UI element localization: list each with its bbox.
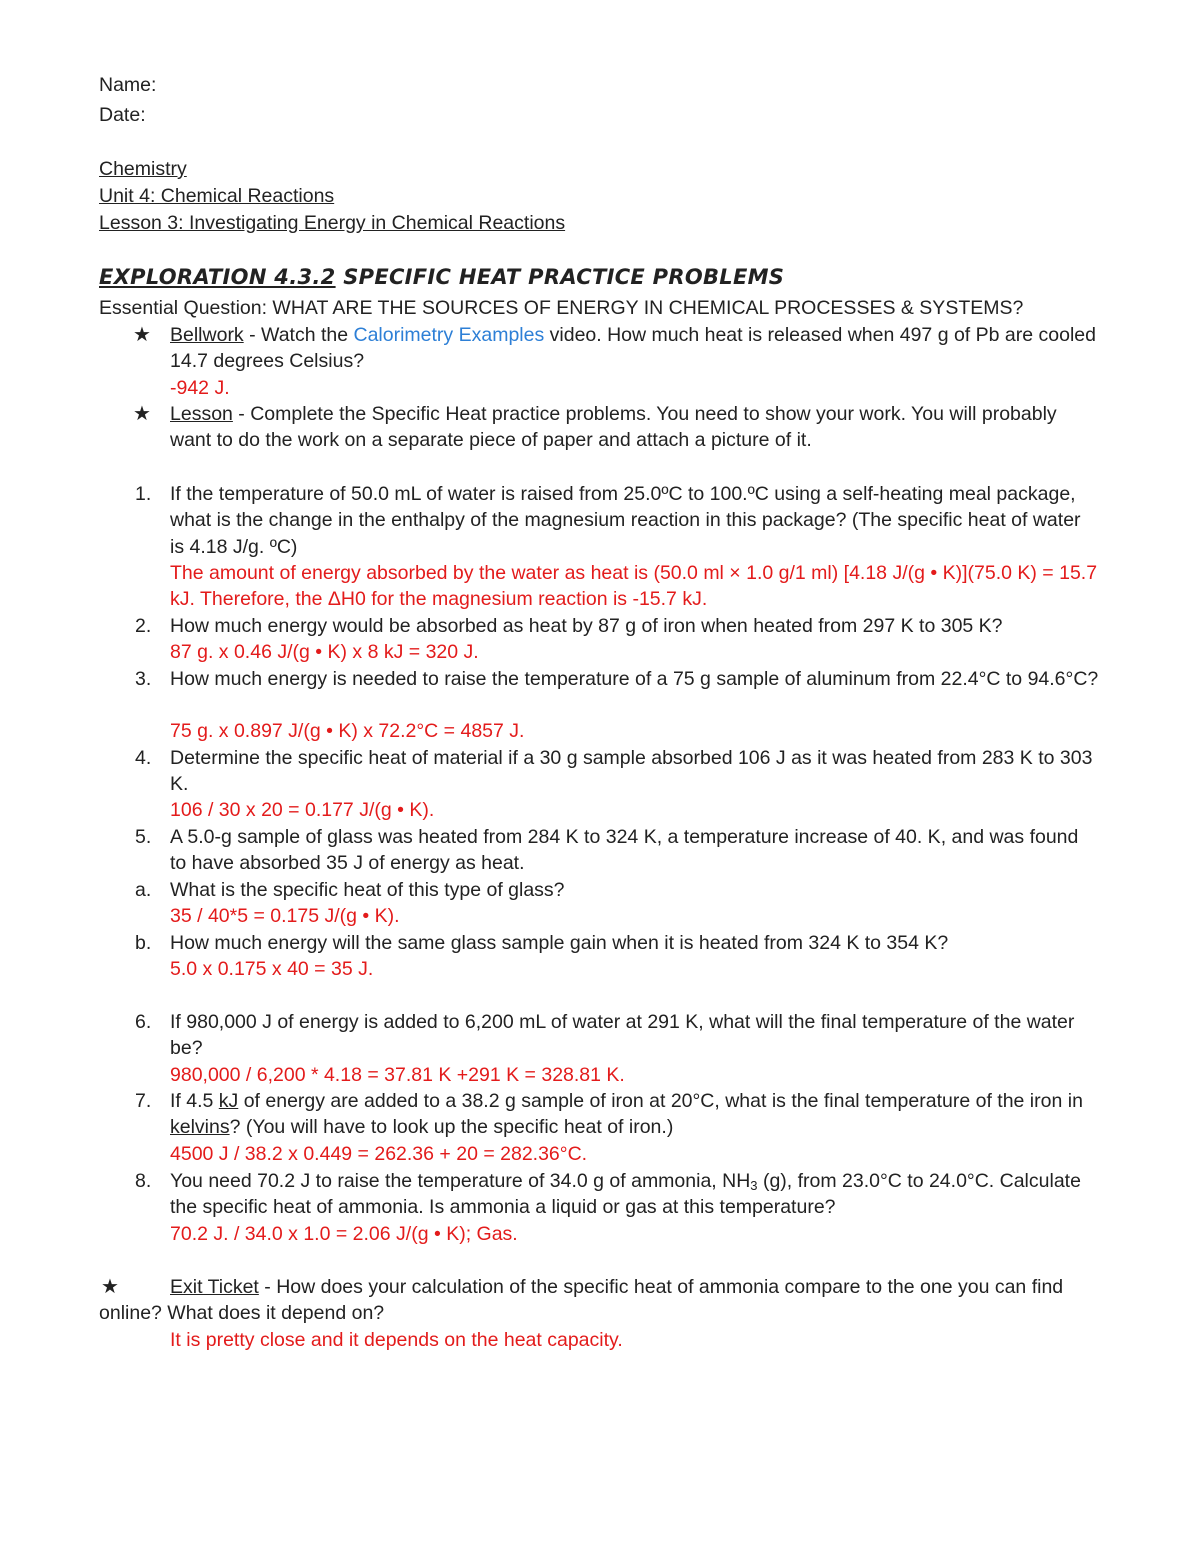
star-icon: ★ [101, 1276, 119, 1298]
problem-number: 8. [135, 1170, 152, 1192]
problem-text: (g), from 23.0°C to 24.0°C. Calculate the specific heat of ammonia. Is ammonia a liquid or gas at this temperature? [170, 1170, 1081, 1219]
problem-question: If the temperature of 50.0 mL of water is raised from 25.0ºC to 100.ºC using a self-heating meal package, what is the change in the enthalpy of the magnesium reaction in this package? (The specific heat of water is 4.18 J/g. ºC) [170, 483, 1081, 558]
problem-number: 6. [135, 1011, 152, 1033]
problem-text: If 4.5 [170, 1090, 219, 1112]
problem-text: of energy are added to a 38.2 g sample of iron at 20°C, what is the final temperature of the iron in [238, 1090, 1083, 1112]
title-exploration: EXPLORATION 4.3.2 [99, 265, 336, 289]
problem-question: How much energy is needed to raise the temperature of a 75 g sample of aluminum from 22.4°C to 94.6°C? [170, 668, 1099, 690]
bellwork-answer: -942 J. [170, 377, 230, 399]
bellwork-label: Bellwork [170, 324, 244, 346]
problem-question: How much energy would be absorbed as heat by 87 g of iron when heated from 297 K to 305 K? [170, 615, 1003, 637]
exit-ticket-answer: It is pretty close and it depends on the heat capacity. [170, 1329, 623, 1351]
problem-number: 3. [135, 668, 152, 690]
star-icon: ★ [133, 324, 151, 346]
course-label: Chemistry [99, 158, 187, 180]
problem-text: You need 70.2 J to raise the temperature of 34.0 g of ammonia, NH [170, 1170, 751, 1192]
lesson-item-text: - Complete the Specific Heat practice problems. You need to show your work. You will probably want to do the work on a separate piece of paper and attach a picture of it. [170, 403, 1057, 452]
problem-answer: 106 / 30 x 20 = 0.177 J/(g • K). [170, 799, 435, 821]
problem-text: ? (You will have to look up the specific heat of iron.) [229, 1116, 674, 1139]
problem-question: If 980,000 J of energy is added to 6,200 mL of water at 291 K, what will the final temperature of the water be? [170, 1011, 1075, 1060]
name-label: Name: [99, 74, 157, 96]
problem-answer: 87 g. x 0.46 J/(g • K) x 8 kJ = 320 J. [170, 641, 479, 663]
lesson-item [170, 401, 1100, 454]
problem-answer: 5.0 x 0.175 x 40 = 35 J. [170, 958, 374, 980]
problem-question [170, 1088, 1100, 1141]
lesson-label: Lesson 3: Investigating Energy in Chemical Reactions [99, 212, 566, 234]
bellwork-text-post: video. How much heat is released when 497 g of Pb are cooled 14.7 degrees Celsius? [170, 324, 1096, 373]
problem-answer: 980,000 / 6,200 * 4.18 = 37.81 K +291 K = 328.81 K. [170, 1064, 625, 1086]
unit-label: Unit 4: Chemical Reactions [99, 185, 335, 207]
problem-number: 1. [135, 483, 152, 505]
problem-number: 5. [135, 826, 152, 848]
title-topic: SPECIFIC HEAT PRACTICE PROBLEMS [335, 265, 785, 289]
exit-ticket [99, 1274, 1099, 1327]
date-label: Date: [99, 104, 146, 126]
problem-number: 2. [135, 615, 152, 637]
problem-question: How much energy will the same glass sample gain when it is heated from 324 K to 354 K? [170, 932, 949, 954]
problem-question: Determine the specific heat of material if a 30 g sample absorbed 106 J as it was heated from 283 K to 303 K. [170, 747, 1093, 796]
problem-answer: The amount of energy absorbed by the water as heat is (50.0 ml × 1.0 g/1 ml) [4.18 J/(g • K)](75.0 K) = 15.7 kJ. Therefore, the ΔH0 for the magnesium reaction is -15.7 kJ. [170, 562, 1098, 611]
problem-answer: 75 g. x 0.897 J/(g • K) x 72.2°C = 4857 J. [170, 720, 525, 742]
exit-ticket-label: Exit Ticket [170, 1276, 259, 1298]
essential-question: Essential Question: WHAT ARE THE SOURCES OF ENERGY IN CHEMICAL PROCESSES & SYSTEMS? [99, 297, 1024, 319]
problem-number: b. [135, 932, 152, 954]
lesson-item-label: Lesson [170, 403, 233, 425]
problem-number: 4. [135, 747, 152, 769]
problem-question: What is the specific heat of this type of glass? [170, 879, 565, 901]
page-title [99, 262, 784, 292]
bellwork-text-pre: - Watch the [243, 324, 354, 346]
exit-ticket-text: - How does your calculation of the specific heat of ammonia compare to the one you can find online? What does it depend on? [99, 1276, 1064, 1325]
problem-answer: 35 / 40*5 = 0.175 J/(g • K). [170, 905, 400, 927]
bellwork-item [170, 322, 1100, 375]
star-icon: ★ [133, 403, 151, 425]
problem-question: A 5.0-g sample of glass was heated from 284 K to 324 K, a temperature increase of 40. K, and was found to have absorbed 35 J of energy as heat. [170, 826, 1079, 875]
problem-answer: 4500 J / 38.2 x 0.449 = 262.36 + 20 = 282.36°C. [170, 1143, 588, 1165]
problem-answer: 70.2 J. / 34.0 x 1.0 = 2.06 J/(g • K); Gas. [170, 1223, 518, 1245]
problem-number: 7. [135, 1090, 152, 1112]
problem-question [170, 1168, 1100, 1221]
subscript: 3 [750, 1178, 758, 1193]
calorimetry-examples-link[interactable]: Calorimetry Examples [353, 324, 545, 346]
problem-text-kj: kJ [218, 1090, 239, 1112]
problem-number: a. [135, 879, 152, 901]
problem-text-kelvins: kelvins [170, 1116, 230, 1139]
